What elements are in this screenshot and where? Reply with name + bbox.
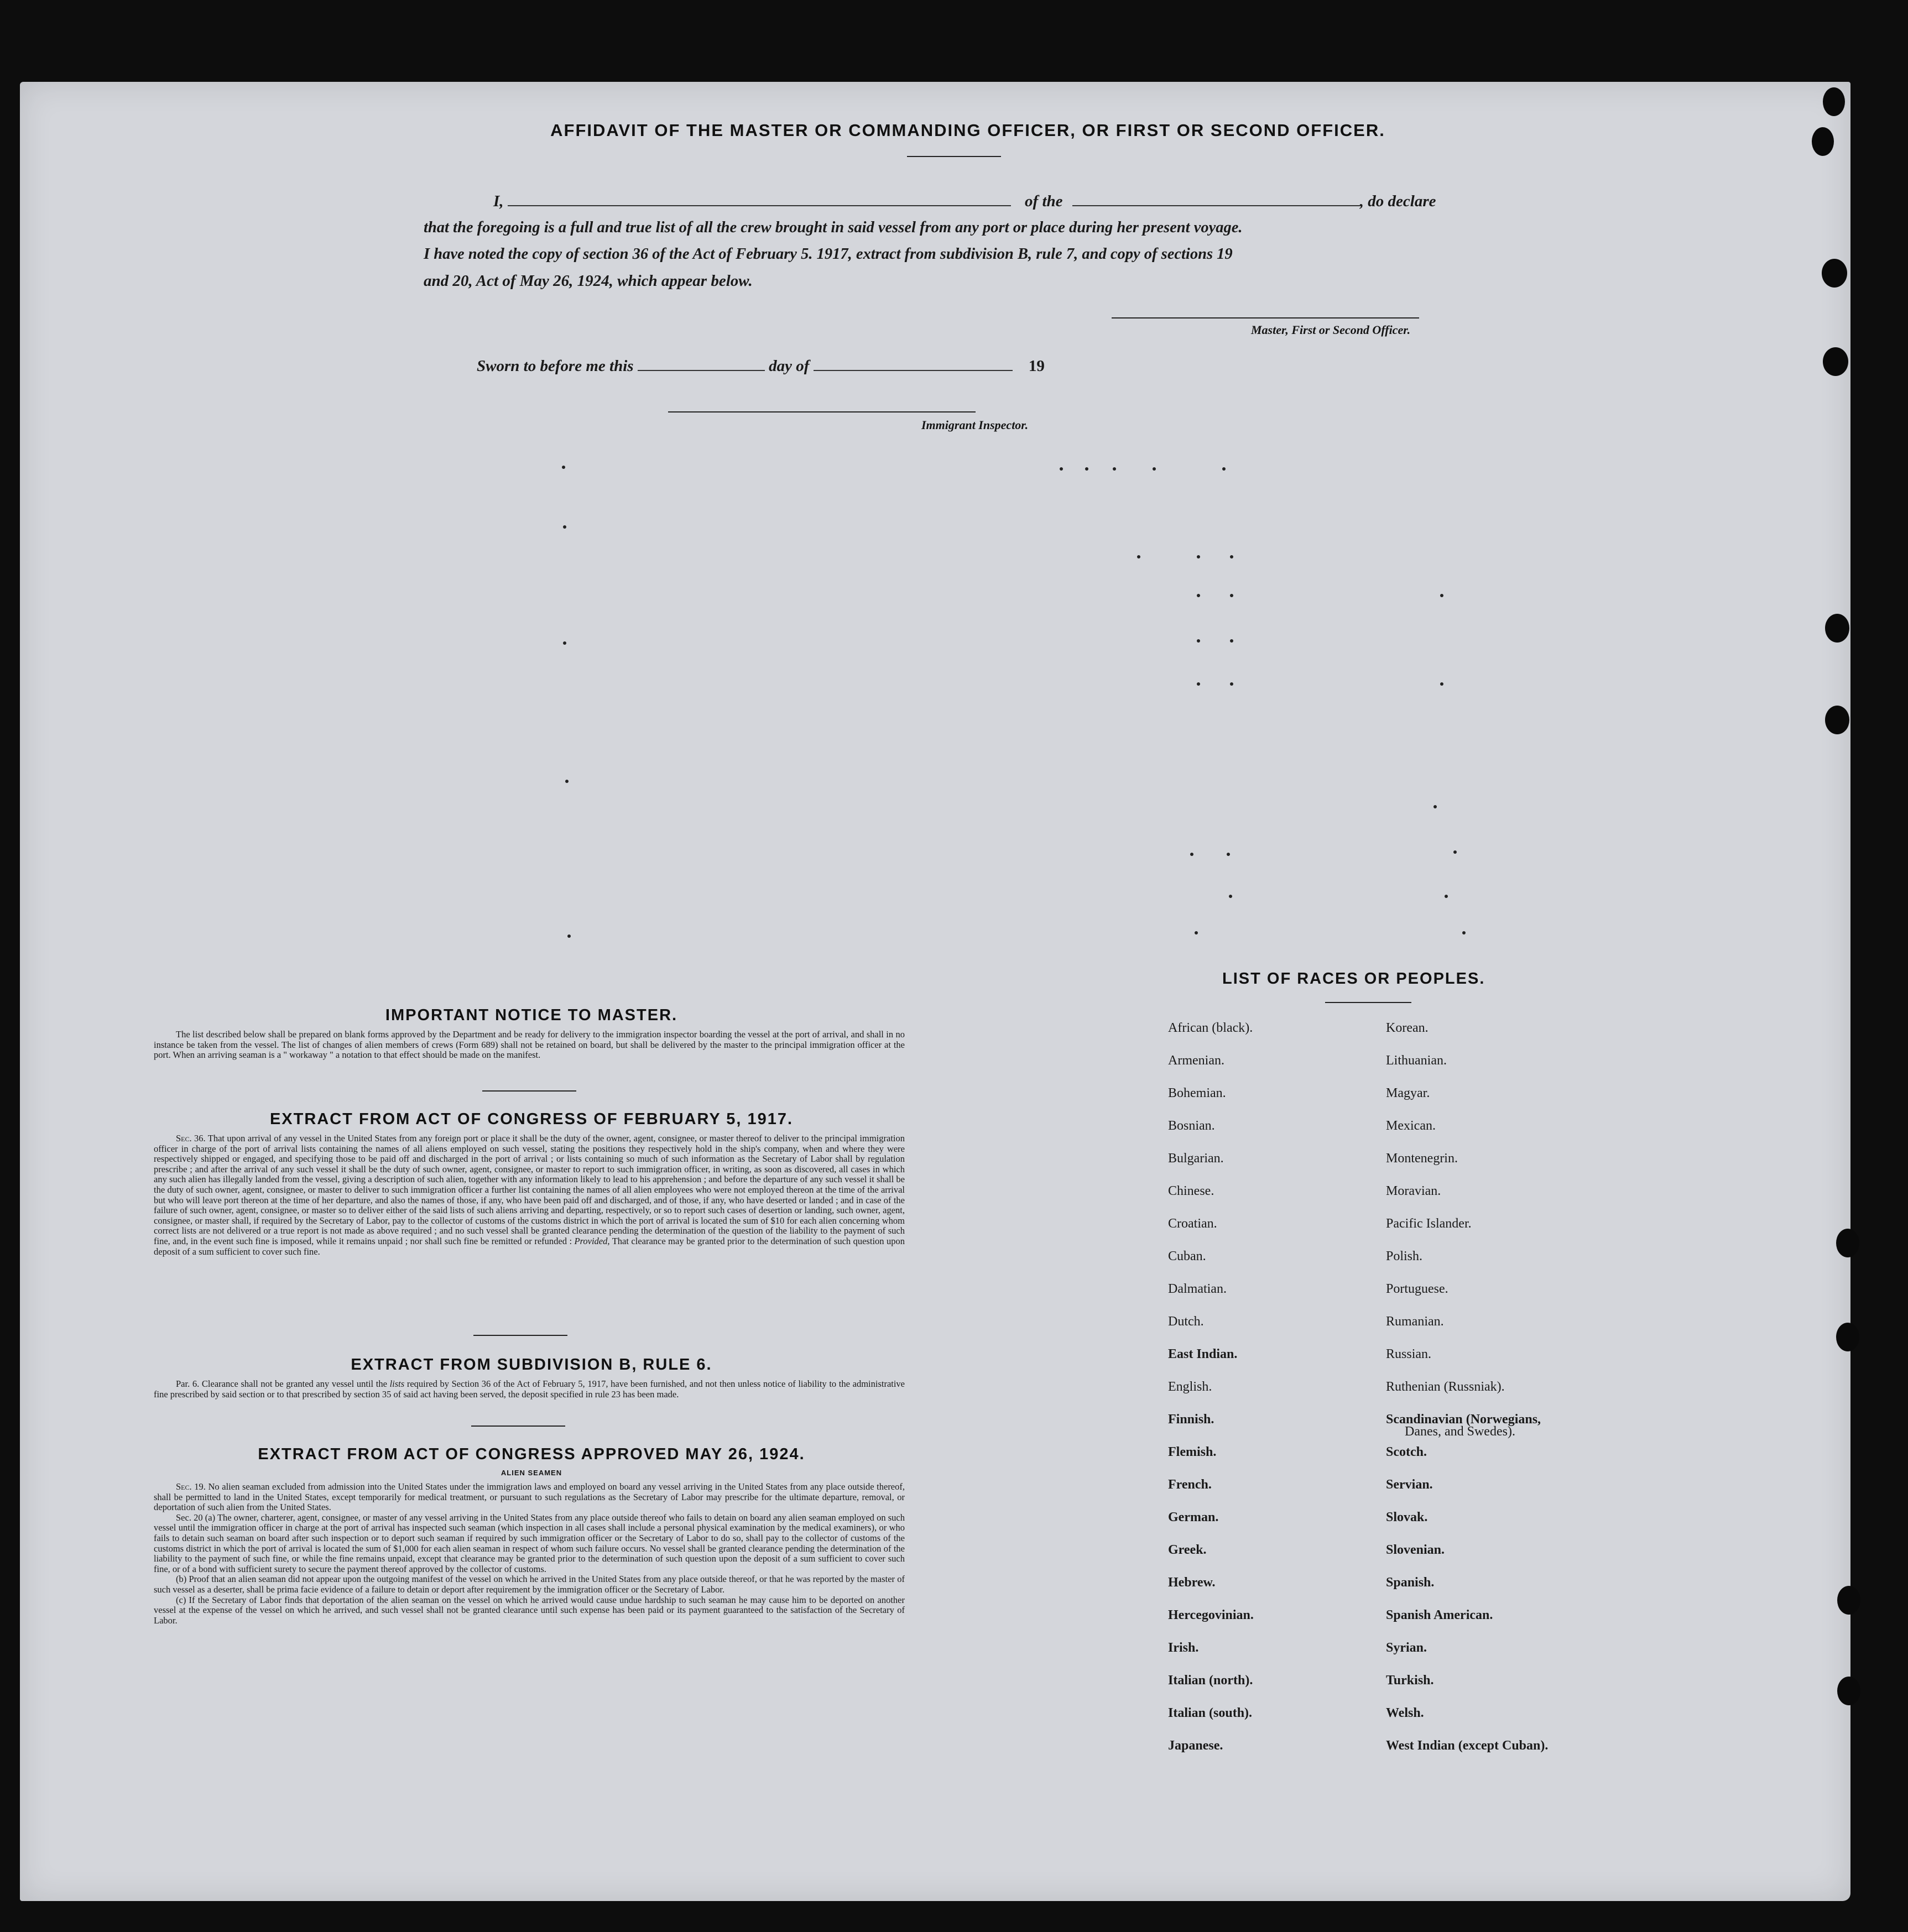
divider bbox=[471, 1425, 565, 1427]
speck bbox=[562, 466, 565, 469]
declaration-line-1 bbox=[493, 192, 1436, 211]
speck bbox=[1197, 682, 1200, 686]
declaration-line-4: and 20, Act of May 26, 1924, which appear below. bbox=[424, 272, 753, 290]
document-page bbox=[20, 82, 1850, 1901]
race-item: Welsh. bbox=[1386, 1706, 1424, 1720]
sworn-day-blank[interactable] bbox=[638, 369, 765, 371]
declare-label: , do declare bbox=[1359, 192, 1436, 210]
speck bbox=[1230, 594, 1233, 597]
extract-1924-body bbox=[154, 1482, 905, 1626]
divider bbox=[473, 1335, 567, 1336]
race-item: Ruthenian (Russniak). bbox=[1386, 1380, 1505, 1394]
divider bbox=[482, 1090, 576, 1092]
section-19-label: Sec. 19. bbox=[176, 1481, 206, 1492]
speck bbox=[565, 780, 569, 783]
race-item: Bosnian. bbox=[1168, 1119, 1215, 1133]
title-underline bbox=[907, 156, 1001, 157]
binder-hole bbox=[1823, 347, 1848, 376]
vessel-name-blank[interactable] bbox=[1072, 204, 1360, 206]
speck bbox=[1440, 682, 1443, 686]
races-title-underline bbox=[1325, 1002, 1411, 1003]
race-item: Japanese. bbox=[1168, 1738, 1223, 1753]
race-item: Slovenian. bbox=[1386, 1543, 1445, 1557]
section-20a-text: Sec. 20 (a) The owner, charterer, agent, consignee, or master of any vessel arriving in the United States from any place outside thereof who fails to detain on board any alien seaman employed on such vessel until the immigration officer in charge at the port of arrival has inspected such seaman (which inspection in all cases shall include a personal physical examination by the medical examiners), or who fails to detain such seaman on board after such inspection or to deport such seaman if required by such immigration officer or the Secretary of Labor to do so, shall pay to the collector of customs of the customs district in which the port of arrival is located the sum of $1,000 for each alien seaman in respect of whom such failure occurs. No vessel shall be granted clearance pending the determination of the liability to the payment of such fine, or while the fine remains unpaid, except that clearance may be granted prior to the determination of such question upon the deposit of a sum sufficient to cover such fine, or of a bond with sufficient surety to secure the payment thereof approved by the collector of customs. bbox=[154, 1512, 905, 1574]
inspector-signature-line[interactable] bbox=[668, 411, 976, 412]
race-item: Russian. bbox=[1386, 1347, 1432, 1361]
race-item: Dalmatian. bbox=[1168, 1282, 1227, 1296]
race-item: Rumanian. bbox=[1386, 1314, 1444, 1329]
extract-1924-title: EXTRACT FROM ACT OF CONGRESS APPROVED MAY 26, 1924. bbox=[258, 1445, 805, 1463]
race-item: Magyar. bbox=[1386, 1086, 1430, 1100]
extract-1917-body bbox=[154, 1134, 905, 1257]
binder-hole bbox=[1823, 87, 1845, 116]
of-the-label: of the bbox=[1025, 192, 1063, 210]
speck bbox=[1230, 682, 1233, 686]
speck bbox=[1462, 931, 1466, 934]
race-item: Irish. bbox=[1168, 1641, 1199, 1655]
speck bbox=[1440, 594, 1443, 597]
sworn-month-blank[interactable] bbox=[814, 369, 1013, 371]
sworn-label: Sworn to before me this bbox=[477, 357, 634, 375]
race-item: Greek. bbox=[1168, 1543, 1207, 1557]
declarant-name-blank[interactable] bbox=[508, 204, 1011, 206]
speck bbox=[1453, 850, 1457, 854]
races-title: LIST OF RACES OR PEOPLES. bbox=[1222, 970, 1485, 988]
speck bbox=[1222, 467, 1226, 471]
race-item: Spanish. bbox=[1386, 1575, 1435, 1590]
speck bbox=[1230, 555, 1233, 558]
race-item: Croatian. bbox=[1168, 1216, 1217, 1231]
race-item: Bulgarian. bbox=[1168, 1151, 1224, 1166]
speck bbox=[1137, 555, 1140, 558]
race-item: Hebrew. bbox=[1168, 1575, 1216, 1590]
master-signature-line[interactable] bbox=[1112, 317, 1419, 318]
section-36-body-b: That clearance may be granted prior to the determination of such question upon deposit of a sum sufficient to cover such fine. bbox=[154, 1235, 905, 1257]
race-item: Hercegovinian. bbox=[1168, 1608, 1254, 1622]
race-item: Chinese. bbox=[1168, 1184, 1214, 1198]
declarant-label: I, bbox=[493, 192, 504, 210]
lists-label: lists bbox=[389, 1378, 405, 1389]
race-item: African (black). bbox=[1168, 1021, 1253, 1035]
race-item-continuation: Danes, and Swedes). bbox=[1405, 1424, 1515, 1439]
speck bbox=[1195, 931, 1198, 934]
sworn-line bbox=[477, 357, 1045, 375]
race-item: Portuguese. bbox=[1386, 1282, 1448, 1296]
race-item: Armenian. bbox=[1168, 1053, 1224, 1068]
speck bbox=[1445, 895, 1448, 898]
section-label: Sec. 36. bbox=[176, 1133, 206, 1143]
par-6-body-a: Clearance shall not be granted any vessel until the bbox=[201, 1378, 387, 1389]
race-item: German. bbox=[1168, 1510, 1219, 1524]
race-item: Cuban. bbox=[1168, 1249, 1206, 1263]
extract-1917-title: EXTRACT FROM ACT OF CONGRESS OF FEBRUARY 5, 1917. bbox=[269, 1110, 794, 1128]
inspector-label: Immigrant Inspector. bbox=[921, 418, 1029, 432]
affidavit-title: AFFIDAVIT OF THE MASTER OR COMMANDING OFFICER, OR FIRST OR SECOND OFFICER. bbox=[550, 121, 1385, 140]
binder-hole bbox=[1825, 614, 1849, 643]
notice-text: The list described below shall be prepared on blank forms approved by the Department and be ready for delivery to the immigration inspector boarding the vessel at the port of arrival, and shall in no instance be taken from the vessel. The list of changes of alien members of crews (Form 689) shall not be retained on board, but shall be delivered by the master to the principal immigration officer at the port. When an arriving seaman is a " workaway " a notation to that effect should be made on the manifest. bbox=[154, 1029, 905, 1061]
speck bbox=[1060, 467, 1063, 471]
speck bbox=[563, 525, 566, 529]
section-36-text bbox=[154, 1134, 905, 1257]
year-label: 19 bbox=[1028, 357, 1045, 375]
race-item: Montenegrin. bbox=[1386, 1151, 1458, 1166]
section-19-body: No alien seaman excluded from admission into the United States under the immigration laws and employed on board any vessel arriving in the United States from any place outside thereof, shall be permitted to land in the United States, except temporarily for medical treatment, or pursuant to such regulations as the Secretary of Labor may prescribe for the ultimate departure, removal, or deportation of such alien from the United States. bbox=[154, 1481, 905, 1513]
binder-hole bbox=[1836, 1229, 1859, 1257]
notice-body bbox=[154, 1030, 905, 1061]
race-item: West Indian (except Cuban). bbox=[1386, 1738, 1549, 1753]
par-label: Par. 6. bbox=[176, 1378, 200, 1389]
race-item: Slovak. bbox=[1386, 1510, 1428, 1524]
race-item: Dutch. bbox=[1168, 1314, 1204, 1329]
race-item: English. bbox=[1168, 1380, 1212, 1394]
par-6-text bbox=[154, 1379, 905, 1400]
race-item: French. bbox=[1168, 1477, 1212, 1492]
declaration-line-3: I have noted the copy of section 36 of the Act of February 5. 1917, extract from subdivision B, rule 7, and copy of sections 19 bbox=[424, 246, 1233, 263]
speck bbox=[1433, 805, 1437, 808]
speck bbox=[1085, 467, 1088, 471]
race-item: Mexican. bbox=[1386, 1119, 1436, 1133]
speck bbox=[1113, 467, 1116, 471]
race-item: Finnish. bbox=[1168, 1412, 1214, 1427]
declaration-line-2: that the foregoing is a full and true list of all the crew brought in said vessel from any port or place during her present voyage. bbox=[424, 219, 1243, 236]
section-20c-text: (c) If the Secretary of Labor finds that deportation of the alien seaman on the vessel on which he arrived would cause undue hardship to such seaman he may cause him to be deported on another vessel at the expense of the vessel on which he arrived, and such vessel shall not be granted clearance until such expense has been paid or its payment guaranteed to the satisfaction of the Secretary of Labor. bbox=[154, 1594, 905, 1626]
binder-hole bbox=[1822, 259, 1847, 288]
race-item: East Indian. bbox=[1168, 1347, 1238, 1361]
race-item: Flemish. bbox=[1168, 1445, 1217, 1459]
race-item: Turkish. bbox=[1386, 1673, 1434, 1688]
speck bbox=[1230, 639, 1233, 643]
section-36-body-a: That upon arrival of any vessel in the United States from any foreign port or place it shall be the duty of the owner, agent, consignee, or master thereof to deliver to the principal immigration officer in charge of the port of arrival lists containing the names of all aliens employed on such vessel, stating the positions they respectively hold in the ship's company, when and where they were respectively shipped or engaged, and specifying those to be paid off and discharged in the port of arrival ; or lists containing so much of such information as the Secretary of Labor shall by regulation prescribe ; and after the arrival of any such vessel it shall be the duty of such owner, agent, consignee, or master to report to such immigration officer, in writing, as soon as discovered, all cases in which any such alien has illegally landed from the vessel, giving a description of such alien, together with any information likely to lead to his apprehension ; and before the departure of any such vessel it shall be the duty of such owner, agent, consignee, or master to deliver to such immigration officer a further list containing the names of all alien employees who were not employed thereon at the time of the arrival but who will leave port thereon at the time of her departure, and also the names of those, if any, who have been paid off and discharged, and of those, if any, who have deserted or landed ; and in case of the failure of such owner, agent, consignee, or master so to deliver either of the said lists of such aliens arriving and departing, respectively, or so to report such cases of desertion or landing, such owner, agent, consignee, or master shall, if required by the Secretary of Labor, pay to the collector of customs of the customs district in which the port of arrival is located the sum of $10 for each alien concerning whom correct lists are not delivered or a true report is not made as above required ; and no such vessel shall be granted clearance pending the determination of the question of the liability to the payment of such fine, and, in the event such fine is imposed, while it remains unpaid ; nor shall such fine be remitted or refunded : bbox=[154, 1133, 905, 1246]
par-6-body-b: required by Section 36 of the Act of February 5, 1917, have been furnished, and not then unless notice of liability to the administrative fine prescribed by said section or to that prescribed by section 35 of said act having been served, the deposit specified in rule 23 has been made. bbox=[154, 1378, 905, 1400]
speck bbox=[563, 641, 566, 645]
race-item: Korean. bbox=[1386, 1021, 1429, 1035]
binder-hole bbox=[1825, 706, 1849, 734]
speck bbox=[567, 934, 571, 938]
race-item: Italian (south). bbox=[1168, 1706, 1253, 1720]
race-item: Scotch. bbox=[1386, 1445, 1427, 1459]
race-item: Lithuanian. bbox=[1386, 1053, 1447, 1068]
race-item: Spanish American. bbox=[1386, 1608, 1493, 1622]
race-item: Servian. bbox=[1386, 1477, 1433, 1492]
race-item: Syrian. bbox=[1386, 1641, 1427, 1655]
speck bbox=[1197, 594, 1200, 597]
day-of-label: day of bbox=[769, 357, 810, 375]
race-item: Polish. bbox=[1386, 1249, 1423, 1263]
binder-hole bbox=[1836, 1323, 1859, 1351]
speck bbox=[1153, 467, 1156, 471]
race-item: Moravian. bbox=[1386, 1184, 1441, 1198]
extract-rule6-title: EXTRACT FROM SUBDIVISION B, RULE 6. bbox=[351, 1356, 712, 1374]
master-signature-label: Master, First or Second Officer. bbox=[1251, 323, 1411, 337]
alien-seamen-subtitle: ALIEN SEAMEN bbox=[501, 1469, 562, 1477]
speck bbox=[1229, 895, 1232, 898]
extract-rule6-body bbox=[154, 1379, 905, 1400]
speck bbox=[1190, 853, 1193, 856]
section-20b-text: (b) Proof that an alien seaman did not appear upon the outgoing manifest of the vessel on which he arrived in the United States from any place outside thereof, or that he was reported by the master of such vessel as a deserter, shall be prima facie evidence of a failure to detain or deport after requirement by the immigration officer or the Secretary of Labor. bbox=[154, 1574, 905, 1595]
section-19-text bbox=[154, 1482, 905, 1513]
race-item: Italian (north). bbox=[1168, 1673, 1253, 1688]
race-item: Pacific Islander. bbox=[1386, 1216, 1472, 1231]
speck bbox=[1227, 853, 1230, 856]
binder-hole bbox=[1812, 127, 1834, 156]
race-item: Scandinavian (Norwegians, bbox=[1386, 1412, 1541, 1427]
provided-label: Provided, bbox=[574, 1235, 610, 1246]
notice-title: IMPORTANT NOTICE TO MASTER. bbox=[385, 1006, 678, 1024]
speck bbox=[1197, 639, 1200, 643]
binder-hole bbox=[1837, 1677, 1860, 1705]
speck bbox=[1197, 555, 1200, 558]
binder-hole bbox=[1837, 1586, 1860, 1615]
race-item: Bohemian. bbox=[1168, 1086, 1226, 1100]
